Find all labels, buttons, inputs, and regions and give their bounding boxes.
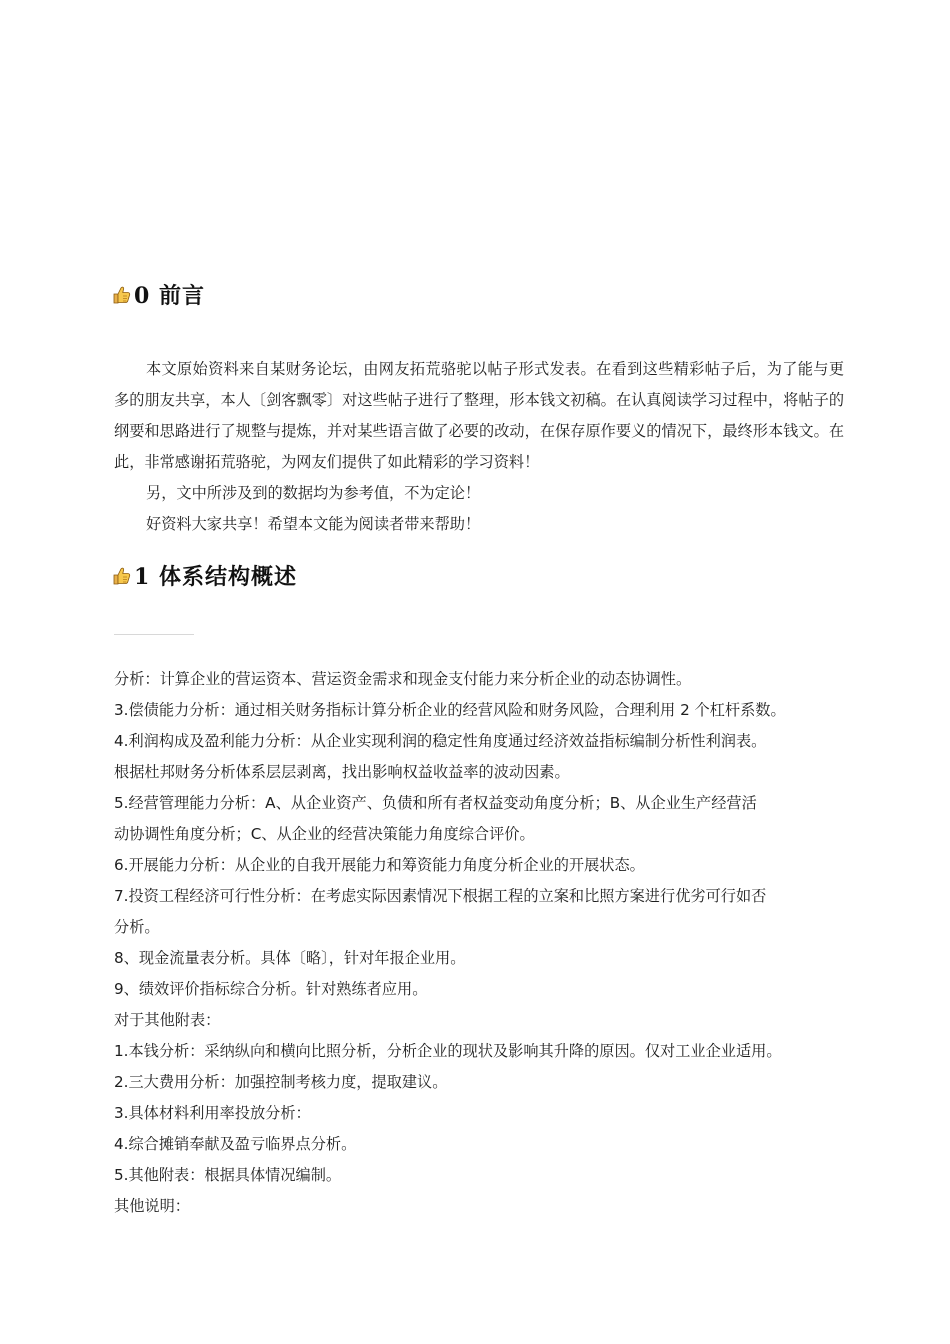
- divider: [114, 634, 194, 635]
- heading-text: 1 体系结构概述: [134, 564, 297, 590]
- heading-text: 0 前言: [134, 283, 205, 309]
- body-line: 5.其他附表：根据具体情况编制。: [114, 1166, 342, 1184]
- body-line: 7.投资工程经济可行性分析：在考虑实际因素情况下根据工程的立案和比照方案进行优劣可行如否: [114, 887, 767, 905]
- intro-paragraph-2: 另，文中所涉及到的数据均为参考值，不为定论！: [146, 484, 481, 502]
- body-line: 9、绩效评价指标综合分析。针对熟练者应用。: [114, 980, 428, 998]
- thumbs-up-hand-icon: [112, 566, 132, 586]
- intro-paragraph-1: 本文原始资料来自某财务论坛，由网友拓荒骆驼以帖子形式发表。在看到这些精彩帖子后，为了能与更多的朋友共享，本人〔剑客飘零〕对这些帖子进行了整理，形本钱文初稿。在认真阅读学习过程中，将帖子的纲要和思路进行了规整与提炼，并对某些语言做了必要的改动，在保存原作要义的情况下，最终形本钱文。在此，非常感谢拓荒骆驼，为网友们提供了如此精彩的学习资料！: [114, 360, 844, 471]
- thumbs-up-hand-icon: [112, 285, 132, 305]
- body-line: 对于其他附表：: [114, 1011, 221, 1029]
- body-line: 分析。: [114, 918, 160, 936]
- body-line: 1.本钱分析：采纳纵向和横向比照分析，分析企业的现状及影响其升降的原因。仅对工业企业适用。: [114, 1042, 782, 1060]
- body-line: 4.综合摊销奉献及盈亏临界点分析。: [114, 1135, 357, 1153]
- section-heading-1: [112, 560, 297, 591]
- body-line: 根据杜邦财务分析体系层层剥离，找出影响权益收益率的波动因素。: [114, 763, 570, 781]
- intro-section: [114, 354, 844, 540]
- body-line: 3.偿债能力分析：通过相关财务指标计算分析企业的经营风险和财务风险，合理利用 2 个杠杆系数。: [114, 701, 786, 719]
- section-heading-0: [112, 279, 205, 310]
- body-line: 8、现金流量表分析。具体〔略〕，针对年报企业用。: [114, 949, 466, 967]
- body-line: 3.具体材料利用率投放分析：: [114, 1104, 311, 1122]
- intro-paragraph-3: 好资料大家共享！希望本文能为阅读者带来帮助！: [146, 515, 481, 533]
- body-section: [114, 664, 854, 1222]
- body-line: 2.三大费用分析：加强控制考核力度，提取建议。: [114, 1073, 448, 1091]
- body-line: 4.利润构成及盈利能力分析：从企业实现利润的稳定性角度通过经济效益指标编制分析性利润表。: [114, 732, 767, 750]
- body-line: 其他说明：: [114, 1197, 190, 1215]
- body-line: 6.开展能力分析：从企业的自我开展能力和筹资能力角度分析企业的开展状态。: [114, 856, 645, 874]
- body-line: 分析：计算企业的营运资本、营运资金需求和现金支付能力来分析企业的动态协调性。: [114, 670, 692, 688]
- body-line: 5.经营管理能力分析：A、从企业资产、负债和所有者权益变动角度分析；B、从企业生产经营活: [114, 794, 757, 812]
- body-line: 动协调性角度分析；C、从企业的经营决策能力角度综合评价。: [114, 825, 535, 843]
